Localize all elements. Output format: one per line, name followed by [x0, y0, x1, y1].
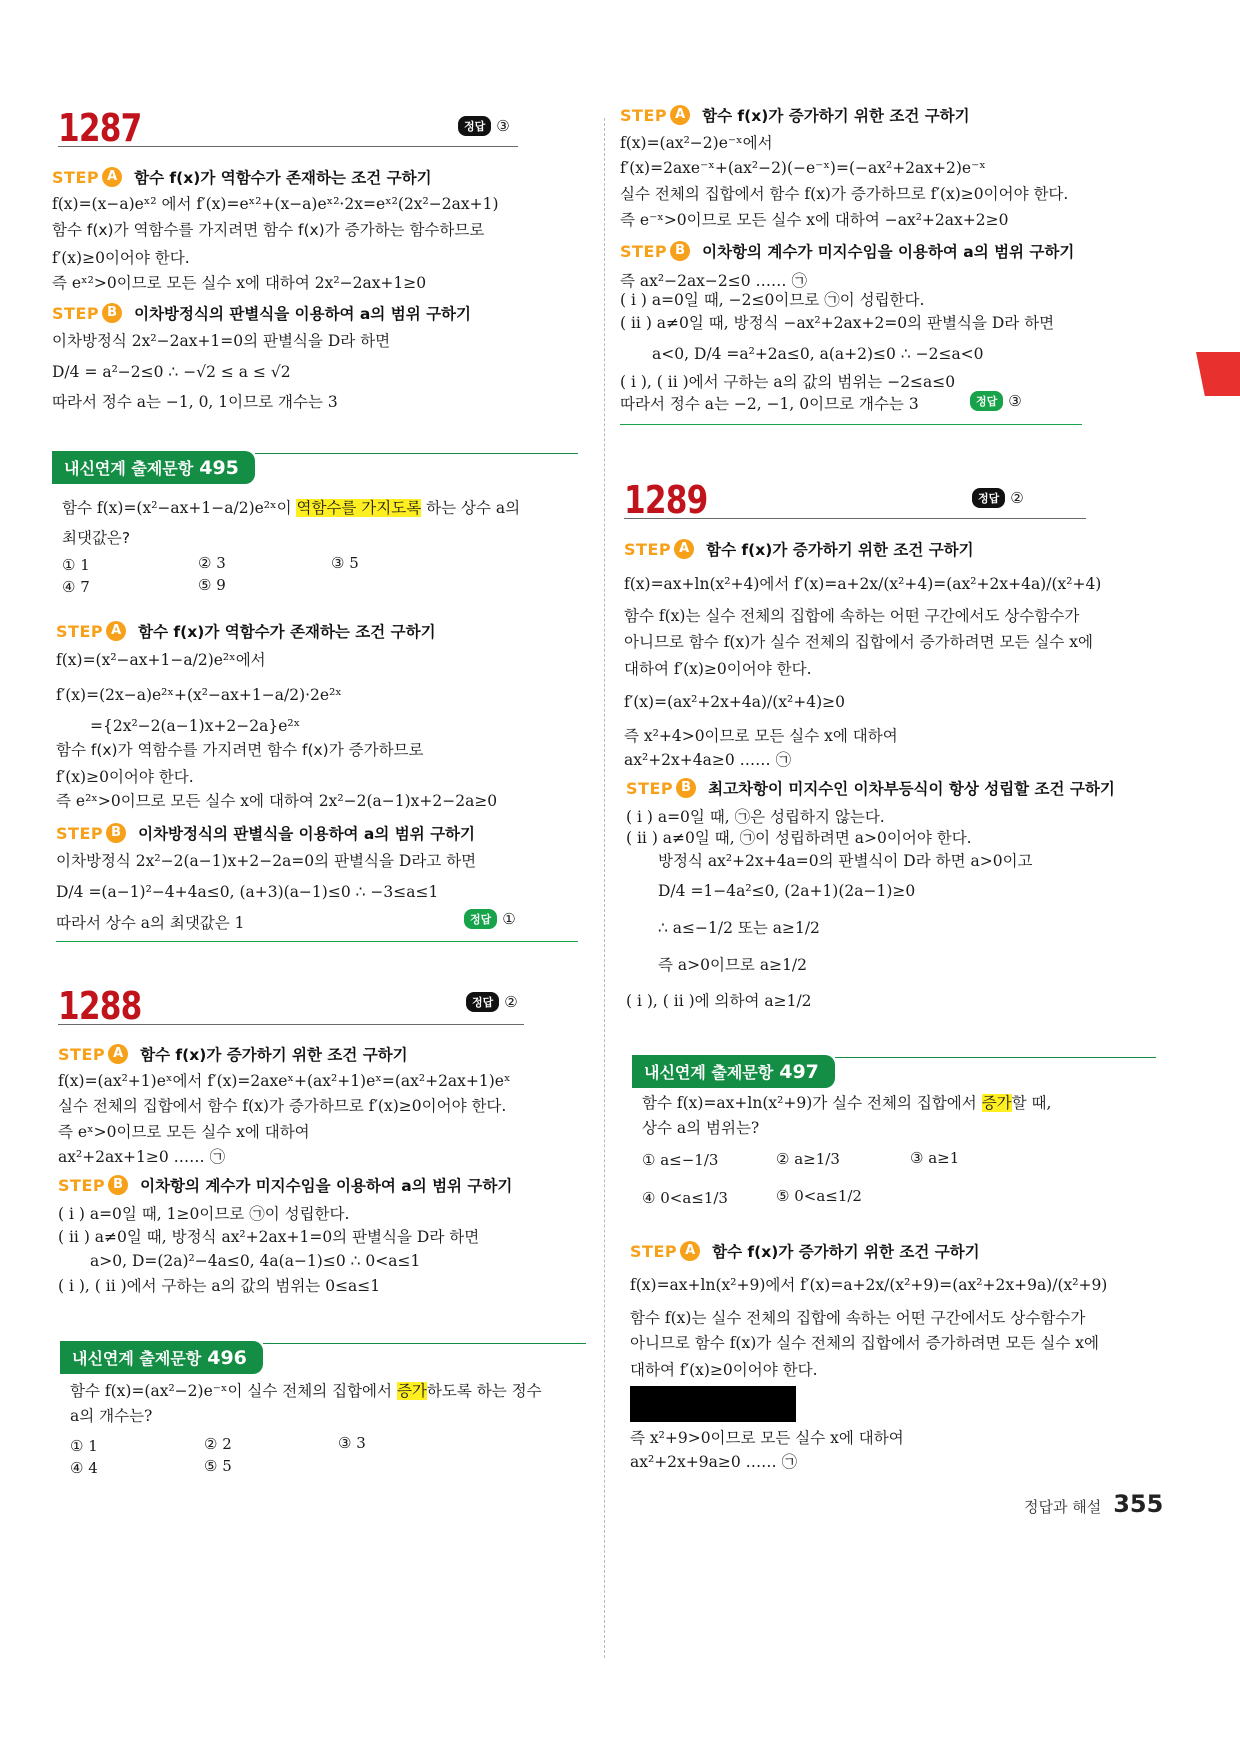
text-line: f(x)=(ax²+1)eˣ에서 f′(x)=2axeˣ+(ax²+1)eˣ=(ax²+2ax+1)eˣ [58, 1072, 511, 1090]
step-b-heading: STEP B 최고차항이 미지수인 이차부등식이 항상 성립할 조건 구하기 [626, 778, 1115, 798]
text-line: ( i ), ( ii )에서 구하는 a의 값의 범위는 0≤a≤1 [58, 1277, 381, 1295]
answer-badge: 정답 [458, 116, 491, 136]
text-line: a<0, D/4 =a²+2a≤0, a(a+2)≤0 ∴ −2≤a<0 [652, 345, 984, 363]
step-a-heading: STEP A 함수 f(x)가 증가하기 위한 조건 구하기 [58, 1044, 408, 1064]
question-495-line2: 최댓값은? [62, 529, 131, 547]
text-line: ( ii ) a≠0일 때, 방정식 ax²+2ax+1=0의 판별식을 D라 하면 [58, 1228, 480, 1246]
text-line: 실수 전체의 집합에서 함수 f(x)가 증가하므로 f′(x)≥0이어야 한다. [58, 1097, 507, 1115]
choice-1[interactable]: ① 1 [62, 556, 90, 574]
choice-4[interactable]: ④ 0<a≤1/3 [642, 1189, 728, 1207]
text-line: 즉 x²+4>0이므로 모든 실수 x에 대하여 [624, 727, 898, 745]
step-b-heading: STEP B 이차방정식의 판별식을 이용하여 a의 범위 구하기 [52, 303, 471, 323]
text-line: 즉 eˣ>0이므로 모든 실수 x에 대하여 [58, 1123, 310, 1141]
text-line: 즉 e²ˣ>0이므로 모든 실수 x에 대하여 2x²−2(a−1)x+2−2a≥0 [56, 792, 498, 810]
answer-1287 [458, 116, 510, 136]
text-line: ( ii ) a≠0일 때, ㉠이 성립하려면 a>0이어야 한다. [626, 829, 972, 847]
choice-2[interactable]: ② 3 [198, 554, 226, 572]
text-line: 즉 eˣ²>0이므로 모든 실수 x에 대하여 2x²−2ax+1≥0 [52, 274, 427, 292]
question-497-line2: 상수 a의 범위는? [642, 1119, 760, 1137]
text-line: f(x)=ax+ln(x²+9)에서 f′(x)=a+2x/(x²+9)=(ax²+2x+9a)/(x²+9) [630, 1276, 1108, 1294]
text-line: f′(x)=(ax²+2x+4a)/(x²+4)≥0 [624, 693, 846, 711]
step-a-heading: STEP A 함수 f(x)가 증가하기 위한 조건 구하기 [620, 105, 970, 125]
text-line: 즉 x²+9>0이므로 모든 실수 x에 대하여 [630, 1429, 904, 1447]
answer-1288 [466, 992, 518, 1012]
step-a-heading: STEP A 함수 f(x)가 증가하기 위한 조건 구하기 [624, 539, 974, 559]
answer-value: ③ [1008, 392, 1022, 410]
text-line: ( i ), ( ii )에 의하여 a≥1/2 [626, 992, 812, 1010]
answer-badge: 정답 [970, 391, 1003, 411]
text-line: ( i ), ( ii )에서 구하는 a의 값의 범위는 −2≤a≤0 [620, 373, 956, 391]
rule [58, 146, 518, 147]
text-line: 아니므로 함수 f(x)가 실수 전체의 집합에서 증가하려면 모든 실수 x에 [624, 633, 1093, 651]
rule [624, 518, 1086, 519]
highlight: 증가 [981, 1094, 1012, 1112]
choice-3[interactable]: ③ a≥1 [910, 1149, 960, 1167]
text-line: 아니므로 함수 f(x)가 실수 전체의 집합에서 증가하려면 모든 실수 x에 [630, 1334, 1099, 1352]
step-b-heading: STEP B 이차항의 계수가 미지수임을 이용하여 a의 범위 구하기 [620, 241, 1075, 261]
problem-number-1289: 1289 [624, 478, 708, 522]
choice-5[interactable]: ⑤ 9 [198, 576, 226, 594]
answer-value: ② [504, 993, 518, 1011]
related-problem-497-header: 내신연계 출제문항 497 [632, 1055, 1156, 1088]
choice-2[interactable]: ② 2 [204, 1435, 232, 1453]
choice-3[interactable]: ③ 3 [338, 1434, 366, 1452]
text-line: ( ii ) a≠0일 때, 방정식 −ax²+2ax+2=0의 판별식을 D라 하면 [620, 314, 1055, 332]
text-line: f(x)=(x−a)eˣ² 에서 f′(x)=eˣ²+(x−a)eˣ²·2x=eˣ²(2x²−2ax+1) [52, 195, 499, 213]
text-line: 따라서 정수 a는 −2, −1, 0이므로 개수는 3 [620, 395, 919, 413]
choice-1[interactable]: ① 1 [70, 1437, 98, 1455]
text-line: 실수 전체의 집합에서 함수 f(x)가 증가하므로 f′(x)≥0이어야 한다. [620, 185, 1069, 203]
text-line: 함수 f(x)가 역함수를 가지려면 함수 f(x)가 증가하는 함수하므로 [52, 221, 485, 239]
answer-badge: 정답 [972, 488, 1005, 508]
column-divider [604, 118, 605, 1658]
text-line: 함수 f(x)는 실수 전체의 집합에 속하는 어떤 구간에서도 상수함수가 [630, 1309, 1086, 1327]
answer-1289 [972, 488, 1024, 508]
text-line: 함수 f(x)는 실수 전체의 집합에 속하는 어떤 구간에서도 상수함수가 [624, 607, 1080, 625]
text-line: ax²+2ax+1≥0 …… ㉠ [58, 1148, 226, 1166]
rule [620, 424, 1082, 425]
question-497: 함수 f(x)=ax+ln(x²+9)가 실수 전체의 집합에서 증가할 때, [642, 1094, 1052, 1112]
text-line: ∴ a≤−1/2 또는 a≥1/2 [658, 919, 820, 937]
problem-number-1287: 1287 [58, 106, 142, 150]
related-problem-496-header: 내신연계 출제문항 496 [60, 1341, 586, 1374]
problem-number-1288: 1288 [58, 984, 142, 1028]
step-b-heading: STEP B 이차항의 계수가 미지수임을 이용하여 a의 범위 구하기 [58, 1175, 513, 1195]
text-line: 따라서 정수 a는 −1, 0, 1이므로 개수는 3 [52, 393, 338, 411]
text-line: a>0, D=(2a)²−4a≤0, 4a(a−1)≤0 ∴ 0<a≤1 [90, 1252, 421, 1270]
step-a-heading: STEP A 함수 f(x)가 역함수가 존재하는 조건 구하기 [52, 167, 432, 187]
text-line: D/4 = a²−2≤0 ∴ −√2 ≤ a ≤ √2 [52, 363, 291, 381]
text-line: ={2x²−2(a−1)x+2−2a}e²ˣ [90, 717, 301, 735]
choice-5[interactable]: ⑤ 0<a≤1/2 [776, 1187, 862, 1205]
text-line: 함수 f(x)가 역함수를 가지려면 함수 f(x)가 증가하므로 [56, 741, 424, 759]
text-line: f(x)=(x²−ax+1−a/2)e²ˣ에서 [56, 651, 266, 669]
choice-4[interactable]: ④ 4 [70, 1459, 98, 1477]
text-line: ( i ) a=0일 때, ㉠은 성립하지 않는다. [626, 808, 885, 826]
chapter-tab [1196, 352, 1240, 396]
text-line: ( i ) a=0일 때, 1≥0이므로 ㉠이 성립한다. [58, 1205, 350, 1223]
text-line: ax²+2x+9a≥0 …… ㉠ [630, 1453, 798, 1471]
question-496: 함수 f(x)=(ax²−2)e⁻ˣ이 실수 전체의 집합에서 증가하도록 하는 정수 [70, 1382, 542, 1400]
text-line: 즉 ax²−2ax−2≤0 …… ㉠ [620, 272, 807, 290]
text-line: f(x)=ax+ln(x²+4)에서 f′(x)=a+2x/(x²+4)=(ax²+2x+4a)/(x²+4) [624, 575, 1102, 593]
choice-5[interactable]: ⑤ 5 [204, 1457, 232, 1475]
text-line: D/4 =(a−1)²−4+4a≤0, (a+3)(a−1)≤0 ∴ −3≤a≤1 [56, 883, 439, 901]
text-line: ( i ) a=0일 때, −2≤0이므로 ㉠이 성립한다. [620, 291, 925, 309]
redaction-block [630, 1386, 796, 1422]
text-line: ax²+2x+4a≥0 …… ㉠ [624, 751, 792, 769]
answer-496 [970, 391, 1022, 411]
highlight: 증가 [396, 1382, 427, 1400]
step-a-heading: STEP A 함수 f(x)가 역함수가 존재하는 조건 구하기 [56, 621, 436, 641]
question-496-line2: a의 개수는? [70, 1407, 153, 1425]
choice-4[interactable]: ④ 7 [62, 578, 90, 596]
answer-badge: 정답 [464, 909, 497, 929]
text-line: D/4 =1−4a²≤0, (2a+1)(2a−1)≥0 [658, 882, 916, 900]
step-b-heading: STEP B 이차방정식의 판별식을 이용하여 a의 범위 구하기 [56, 823, 475, 843]
answer-value: ② [1010, 489, 1024, 507]
text-line: f′(x)≥0이어야 한다. [52, 249, 190, 267]
text-line: 대하여 f′(x)≥0이어야 한다. [624, 660, 812, 678]
related-problem-495-header: 내신연계 출제문항 495 [52, 451, 578, 484]
question-495: 함수 f(x)=(x²−ax+1−a/2)e²ˣ이 역함수를 가지도록 하는 상수 a의 [62, 499, 521, 517]
answer-value: ① [502, 910, 516, 928]
text-line: f′(x)≥0이어야 한다. [56, 768, 194, 786]
text-line: 따라서 상수 a의 최댓값은 1 [56, 914, 245, 932]
text-line: 이차방정식 2x²−2ax+1=0의 판별식을 D라 하면 [52, 332, 391, 350]
rule [56, 941, 578, 942]
choice-2[interactable]: ② a≥1/3 [776, 1150, 840, 1168]
footer-label: 정답과 해설 [1024, 1498, 1102, 1516]
highlight: 역함수를 가지도록 [296, 499, 422, 517]
text-line: f′(x)=2axe⁻ˣ+(ax²−2)(−e⁻ˣ)=(−ax²+2ax+2)e⁻ˣ [620, 159, 986, 177]
page-footer [1024, 1490, 1163, 1518]
answer-495 [464, 909, 516, 929]
text-line: 대하여 f′(x)≥0이어야 한다. [630, 1361, 818, 1379]
choice-3[interactable]: ③ 5 [331, 554, 359, 572]
step-a-heading: STEP A 함수 f(x)가 증가하기 위한 조건 구하기 [630, 1241, 980, 1261]
answer-badge: 정답 [466, 992, 499, 1012]
text-line: 즉 a>0이므로 a≥1/2 [658, 956, 808, 974]
text-line: 방정식 ax²+2x+4a=0의 판별식이 D라 하면 a>0이고 [658, 852, 1033, 870]
text-line: f(x)=(ax²−2)e⁻ˣ에서 [620, 134, 773, 152]
rule [58, 1024, 524, 1025]
text-line: 즉 e⁻ˣ>0이므로 모든 실수 x에 대하여 −ax²+2ax+2≥0 [620, 211, 1009, 229]
page-number: 355 [1113, 1490, 1164, 1518]
text-line: f′(x)=(2x−a)e²ˣ+(x²−ax+1−a/2)·2e²ˣ [56, 686, 342, 704]
text-line: 이차방정식 2x²−2(a−1)x+2−2a=0의 판별식을 D라고 하면 [56, 852, 477, 870]
choice-1[interactable]: ① a≤−1/3 [642, 1151, 719, 1169]
answer-value: ③ [496, 117, 510, 135]
